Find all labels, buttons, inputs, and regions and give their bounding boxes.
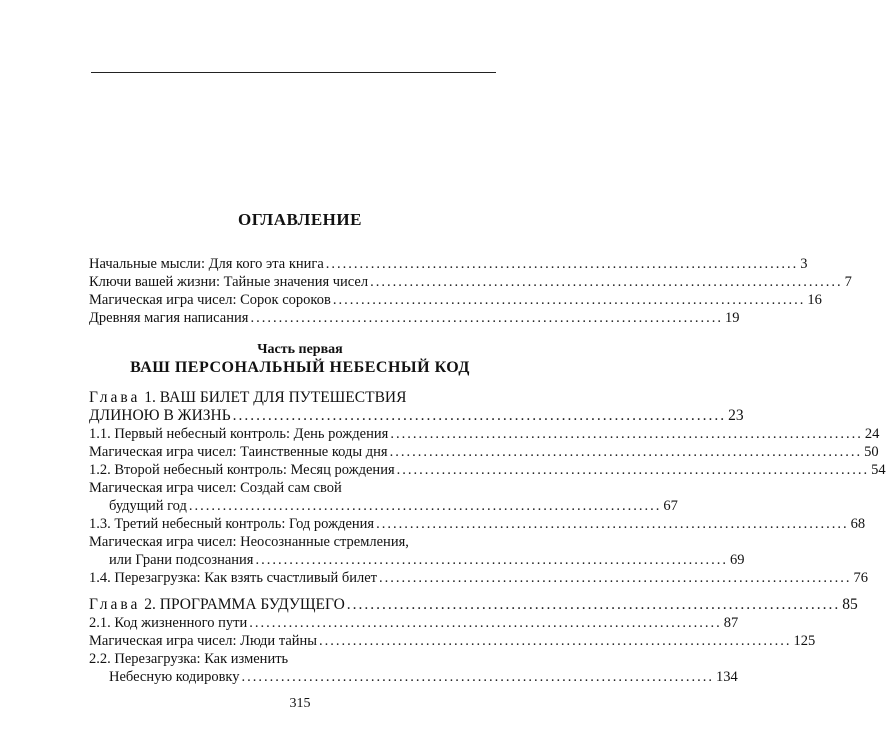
toc-entry-page: 7: [844, 274, 852, 290]
toc-entry-text: 1.2. Второй небесный контроль: Месяц рождения: [89, 462, 395, 478]
chapter-title-cont: ДЛИНОЮ В ЖИЗНЬ: [89, 407, 231, 424]
toc-entry: [89, 614, 739, 632]
toc-entry-text: Магическая игра чисел: Создай сам свой: [89, 480, 342, 496]
toc-entry: [89, 668, 738, 686]
toc-entry-text-cont: Небесную кодировку: [109, 669, 240, 685]
toc-entry-text-cont: или Грани подсознания: [109, 552, 254, 568]
leader-dots: ....................................................................................: [255, 552, 728, 568]
toc-entry-page: 67: [663, 498, 678, 514]
toc-entry-text: Магическая игра чисел: Таинственные коды дня: [89, 444, 388, 460]
toc-entry: [89, 255, 808, 273]
toc-entry: [89, 291, 822, 309]
toc-entry-text: Магическая игра чисел: Люди тайны: [89, 633, 318, 649]
toc-entry-page: 54: [871, 462, 886, 478]
leader-dots: ....................................................................................: [188, 498, 662, 514]
leader-dots: ....................................................................................: [319, 633, 792, 649]
leader-dots: ....................................................................................: [390, 426, 863, 442]
leader-dots: ....................................................................................: [346, 596, 841, 613]
toc-entry-text: Магическая игра чисел: Сорок сороков: [89, 292, 331, 308]
toc-intro: [89, 255, 852, 327]
leader-dots: ....................................................................................: [370, 274, 843, 290]
chapter-page: 85: [842, 596, 858, 613]
toc-entry-page: 3: [800, 256, 808, 272]
chapter-1-heading-cont: [89, 407, 744, 425]
toc-chapter-1: [89, 389, 886, 587]
toc-entry: [89, 632, 816, 650]
toc-entry-text: Магическая игра чисел: Неосознанные стремления,: [89, 534, 409, 550]
leader-dots: ....................................................................................: [332, 292, 806, 308]
toc-entry: [89, 569, 869, 587]
toc-entry-page: 24: [864, 426, 880, 442]
toc-entry: [89, 425, 880, 443]
toc-entry-text: 1.1. Первый небесный контроль: День рождения: [89, 426, 389, 442]
toc-entry: [89, 309, 740, 327]
chapter-page: 23: [728, 407, 744, 424]
leader-dots: ....................................................................................: [396, 462, 870, 478]
toc-entry-text: 2.2. Перезагрузка: Как изменить: [89, 651, 289, 667]
toc-entry-text: Древняя магия написания: [89, 310, 249, 326]
toc-entry-page: 50: [864, 444, 879, 460]
leader-dots: ....................................................................................: [325, 256, 799, 272]
chapter-1-heading: [89, 389, 495, 407]
toc-entry: [89, 443, 879, 461]
toc-entry: [89, 551, 745, 569]
chapter-title: 1. ВАШ БИЛЕТ ДЛЯ ПУТЕШЕСТВИЯ: [144, 389, 407, 406]
toc-entry-text: Ключи вашей жизни: Тайные значения чисел: [89, 274, 369, 290]
toc-entry: [89, 273, 852, 291]
chapter-title: 2. ПРОГРАММА БУДУЩЕГО: [144, 596, 345, 613]
toc-chapter-2: [89, 596, 858, 686]
leader-dots: ....................................................................................: [232, 407, 727, 424]
toc-entry-text: 2.1. Код жизненного пути: [89, 615, 248, 631]
toc-entry-page: 16: [807, 292, 822, 308]
chapter-label: Глава: [89, 389, 141, 406]
leader-dots: ....................................................................................: [241, 669, 715, 685]
toc-entry-text: 1.4. Перезагрузка: Как взять счастливый билет: [89, 570, 378, 586]
leader-dots: ....................................................................................: [379, 570, 852, 586]
toc-entry-text: 1.3. Третий небесный контроль: Год рождения: [89, 516, 375, 532]
leader-dots: ....................................................................................: [389, 444, 863, 460]
toc-entry-text-cont: будущий год: [109, 498, 187, 514]
toc-entry: [89, 515, 866, 533]
top-rule: [91, 72, 496, 73]
toc-entry: [89, 461, 886, 479]
toc-entry-text: Начальные мысли: Для кого эта книга: [89, 256, 324, 272]
page-title: ОГЛАВЛЕНИЕ: [238, 210, 362, 229]
chapter-heading-text: [89, 596, 345, 614]
toc-entry-page: 76: [853, 570, 869, 586]
toc-entry-page: 19: [724, 310, 740, 326]
page-number: 315: [289, 696, 311, 711]
part-title: ВАШ ПЕРСОНАЛЬНЫЙ НЕБЕСНЫЙ КОД: [130, 359, 470, 376]
toc-entry-page: 134: [716, 669, 738, 685]
toc-entry-page: 87: [723, 615, 739, 631]
toc-entry: [89, 497, 678, 515]
part-subtitle: Часть первая: [257, 342, 343, 357]
chapter-label: Глава: [89, 596, 141, 613]
chapter-2-heading: [89, 596, 858, 614]
leader-dots: ....................................................................................: [376, 516, 849, 532]
toc-entry-page: 69: [729, 552, 745, 568]
leader-dots: ....................................................................................: [249, 615, 722, 631]
toc-entry-page: 125: [793, 633, 816, 649]
leader-dots: ....................................................................................: [250, 310, 723, 326]
toc-entry-page: 68: [850, 516, 866, 532]
